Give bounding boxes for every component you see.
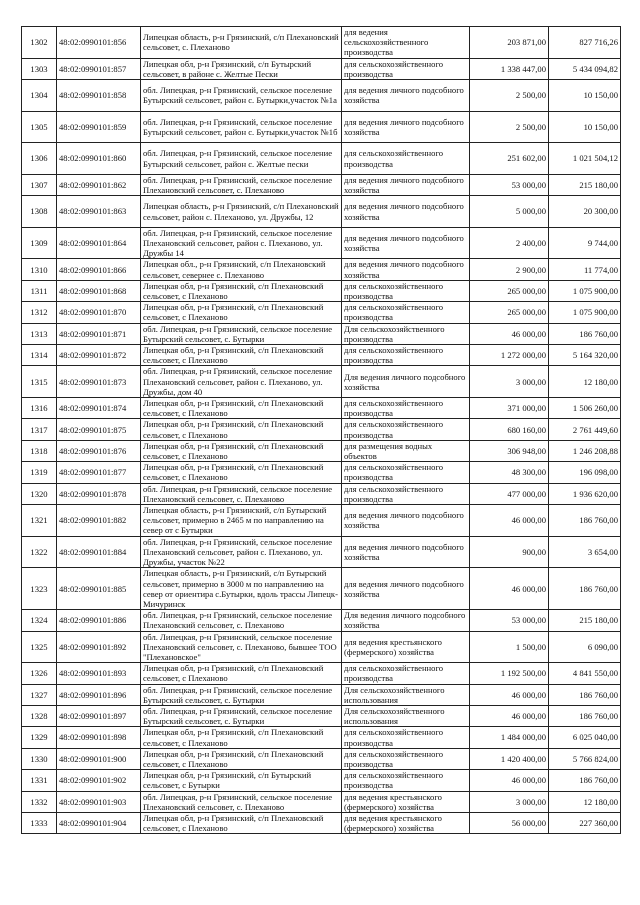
permitted-use-cell: для сельскохозяйственного производства: [342, 345, 470, 366]
cadastral-value-cell: 186 760,00: [549, 770, 621, 791]
cadastral-number-cell: 48:02:0990101:872: [57, 345, 141, 366]
address-cell: Липецкая обл, р-н Грязинский, с/п Плехановский сельсовет, с Плеханово: [141, 462, 342, 483]
permitted-use-cell: для ведения личного подсобного хозяйства: [342, 111, 470, 143]
row-number-cell: 1313: [22, 323, 57, 344]
area-cell: 265 000,00: [470, 302, 549, 323]
row-number-cell: 1302: [22, 27, 57, 59]
cadastral-value-cell: 11 774,00: [549, 259, 621, 280]
row-number-cell: 1322: [22, 536, 57, 568]
table-row: [22, 398, 621, 419]
table-row: [22, 227, 621, 259]
permitted-use-cell: Для сельскохозяйственного использования: [342, 705, 470, 726]
table-row: [22, 419, 621, 440]
row-number-cell: 1312: [22, 302, 57, 323]
area-cell: 46 000,00: [470, 705, 549, 726]
row-number-cell: 1316: [22, 398, 57, 419]
permitted-use-cell: для ведения личного подсобного хозяйства: [342, 259, 470, 280]
cadastral-value-cell: 827 716,26: [549, 27, 621, 59]
row-number-cell: 1305: [22, 111, 57, 143]
cadastral-value-cell: 9 744,00: [549, 227, 621, 259]
row-number-cell: 1311: [22, 280, 57, 301]
cadastral-value-cell: 186 760,00: [549, 684, 621, 705]
document-page: [21, 26, 620, 834]
cadastral-value-cell: 5 164 320,00: [549, 345, 621, 366]
table-row: [22, 80, 621, 112]
area-cell: 1 272 000,00: [470, 345, 549, 366]
address-cell: Липецкая обл, р-н Грязинский, с/п Плехановский сельсовет, с Плеханово: [141, 280, 342, 301]
area-cell: 53 000,00: [470, 174, 549, 195]
table-row: [22, 610, 621, 631]
cadastral-number-cell: 48:02:0990101:896: [57, 684, 141, 705]
table-row: [22, 727, 621, 748]
table-row: [22, 440, 621, 461]
area-cell: 680 160,00: [470, 419, 549, 440]
row-number-cell: 1308: [22, 196, 57, 228]
row-number-cell: 1328: [22, 705, 57, 726]
cadastral-number-cell: 48:02:0990101:875: [57, 419, 141, 440]
cadastral-number-cell: 48:02:0990101:900: [57, 748, 141, 769]
table-row: [22, 302, 621, 323]
area-cell: 371 000,00: [470, 398, 549, 419]
permitted-use-cell: Для сельскохозяйственного производства: [342, 323, 470, 344]
row-number-cell: 1329: [22, 727, 57, 748]
cadastral-number-cell: 48:02:0990101:886: [57, 610, 141, 631]
area-cell: 900,00: [470, 536, 549, 568]
row-number-cell: 1310: [22, 259, 57, 280]
table-row: [22, 366, 621, 398]
cadastral-number-cell: 48:02:0990101:862: [57, 174, 141, 195]
permitted-use-cell: для ведения личного подсобного хозяйства: [342, 196, 470, 228]
cadastral-number-cell: 48:02:0990101:866: [57, 259, 141, 280]
table-row: [22, 505, 621, 537]
cadastral-value-cell: 5 434 094,82: [549, 58, 621, 79]
permitted-use-cell: для сельскохозяйственного производства: [342, 398, 470, 419]
cadastral-number-cell: 48:02:0990101:877: [57, 462, 141, 483]
address-cell: Липецкая область, р-н Грязинский, с/п Плехановский сельсовет, район с. Плеханово, ул. Дружбы, 12: [141, 196, 342, 228]
table-row: [22, 631, 621, 663]
permitted-use-cell: для сельскохозяйственного производства: [342, 58, 470, 79]
table-row: [22, 791, 621, 812]
cadastral-number-cell: 48:02:0990101:874: [57, 398, 141, 419]
row-number-cell: 1331: [22, 770, 57, 791]
row-number-cell: 1319: [22, 462, 57, 483]
cadastral-value-cell: 10 150,00: [549, 80, 621, 112]
table-row: [22, 483, 621, 504]
address-cell: Липецкая обл, р-н Грязинский, с/п Плехановский сельсовет, с Плеханово: [141, 440, 342, 461]
cadastral-value-cell: 186 760,00: [549, 323, 621, 344]
cadastral-number-cell: 48:02:0990101:870: [57, 302, 141, 323]
table-row: [22, 568, 621, 610]
cadastral-value-cell: 1 075 900,00: [549, 302, 621, 323]
table-row: [22, 196, 621, 228]
row-number-cell: 1324: [22, 610, 57, 631]
table-row: [22, 280, 621, 301]
area-cell: 1 338 447,00: [470, 58, 549, 79]
cadastral-number-cell: 48:02:0990101:885: [57, 568, 141, 610]
cadastral-value-cell: 10 150,00: [549, 111, 621, 143]
table-row: [22, 462, 621, 483]
row-number-cell: 1318: [22, 440, 57, 461]
area-cell: 46 000,00: [470, 323, 549, 344]
row-number-cell: 1326: [22, 663, 57, 684]
address-cell: Липецкая обл, р-н Грязинский, с/п Плехановский сельсовет, с Плеханово: [141, 812, 342, 833]
area-cell: 251 602,00: [470, 143, 549, 175]
row-number-cell: 1321: [22, 505, 57, 537]
permitted-use-cell: для ведения крестьянского (фермерского) хозяйства: [342, 631, 470, 663]
land-plot-registry-table: [21, 26, 621, 834]
permitted-use-cell: для ведения личного подсобного хозяйства: [342, 174, 470, 195]
cadastral-number-cell: 48:02:0990101:856: [57, 27, 141, 59]
address-cell: Липецкая область, р-н Грязинский, с/п Бутырский сельсовет, примерно в 3000 м по направлению на север от ориентира с.Бутырки, вдоль трассы Липецк-Мичуринск: [141, 568, 342, 610]
cadastral-value-cell: 2 761 449,60: [549, 419, 621, 440]
address-cell: обл. Липецкая, р-н Грязинский, сельское поселение Плехановский сельсовет, район с. Плеханово, ул. Дружбы, участок №22: [141, 536, 342, 568]
row-number-cell: 1323: [22, 568, 57, 610]
cadastral-value-cell: 186 760,00: [549, 705, 621, 726]
permitted-use-cell: для ведения личного подсобного хозяйства: [342, 227, 470, 259]
table-row: [22, 345, 621, 366]
area-cell: 1 420 400,00: [470, 748, 549, 769]
cadastral-value-cell: 1 075 900,00: [549, 280, 621, 301]
permitted-use-cell: для сельскохозяйственного производства: [342, 483, 470, 504]
permitted-use-cell: для ведения крестьянского (фермерского) хозяйства: [342, 812, 470, 833]
cadastral-value-cell: 196 098,00: [549, 462, 621, 483]
cadastral-value-cell: 215 180,00: [549, 174, 621, 195]
cadastral-value-cell: 1 021 504,12: [549, 143, 621, 175]
cadastral-value-cell: 227 360,00: [549, 812, 621, 833]
table-row: [22, 259, 621, 280]
row-number-cell: 1325: [22, 631, 57, 663]
address-cell: обл. Липецкая, р-н Грязинский, сельское поселение Плехановский сельсовет, район с. Плеханово, ул. Дружбы 14: [141, 227, 342, 259]
cadastral-number-cell: 48:02:0990101:903: [57, 791, 141, 812]
address-cell: Липецкая обл, р-н Грязинский, с/п Плехановский сельсовет, с Плеханово: [141, 748, 342, 769]
area-cell: 1 192 500,00: [470, 663, 549, 684]
area-cell: 56 000,00: [470, 812, 549, 833]
row-number-cell: 1306: [22, 143, 57, 175]
row-number-cell: 1332: [22, 791, 57, 812]
row-number-cell: 1317: [22, 419, 57, 440]
area-cell: 46 000,00: [470, 505, 549, 537]
table-row: [22, 684, 621, 705]
cadastral-number-cell: 48:02:0990101:871: [57, 323, 141, 344]
cadastral-value-cell: 1 936 620,00: [549, 483, 621, 504]
permitted-use-cell: для сельскохозяйственного производства: [342, 770, 470, 791]
cadastral-value-cell: 215 180,00: [549, 610, 621, 631]
address-cell: Липецкая обл, р-н Грязинский, с/п Плехановский сельсовет, с Плеханово: [141, 302, 342, 323]
address-cell: обл. Липецкая, р-н Грязинский, сельское поселение Бутырский сельсовет, с. Бутырки: [141, 684, 342, 705]
permitted-use-cell: Для ведения личного подсобного хозяйства: [342, 366, 470, 398]
area-cell: 2 500,00: [470, 111, 549, 143]
table-row: [22, 770, 621, 791]
address-cell: обл. Липецкая, р-н Грязинский, сельское поселение Бутырский сельсовет, район с. Бутырки,участок №1б: [141, 111, 342, 143]
permitted-use-cell: Для сельскохозяйственного использования: [342, 684, 470, 705]
table-row: [22, 812, 621, 833]
table-row: [22, 663, 621, 684]
table-row: [22, 323, 621, 344]
cadastral-number-cell: 48:02:0990101:859: [57, 111, 141, 143]
address-cell: Липецкая область, р-н Грязинский, с/п Бутырский сельсовет, примерно в 2465 м по направлению на север от с Бутырки: [141, 505, 342, 537]
address-cell: Липецкая обл, р-н Грязинский, с/п Плехановский сельсовет, с Плеханово: [141, 345, 342, 366]
cadastral-number-cell: 48:02:0990101:868: [57, 280, 141, 301]
address-cell: обл. Липецкая, р-н Грязинский, сельское поселение Плехановский сельсовет, с. Плеханово: [141, 174, 342, 195]
address-cell: обл. Липецкая, р-н Грязинский, сельское поселение Плехановский сельсовет, с. Плеханово: [141, 483, 342, 504]
cadastral-number-cell: 48:02:0990101:873: [57, 366, 141, 398]
cadastral-number-cell: 48:02:0990101:902: [57, 770, 141, 791]
permitted-use-cell: для ведения личного подсобного хозяйства: [342, 80, 470, 112]
area-cell: 46 000,00: [470, 568, 549, 610]
permitted-use-cell: для ведения личного подсобного хозяйства: [342, 505, 470, 537]
cadastral-value-cell: 6 090,00: [549, 631, 621, 663]
row-number-cell: 1315: [22, 366, 57, 398]
address-cell: Липецкая обл, р-н Грязинский, с/п Бутырский сельсовет, в районе с. Желтые Пески: [141, 58, 342, 79]
permitted-use-cell: для сельскохозяйственного производства: [342, 143, 470, 175]
row-number-cell: 1327: [22, 684, 57, 705]
permitted-use-cell: для ведения крестьянского (фермерского) хозяйства: [342, 791, 470, 812]
address-cell: Липецкая обл., р-н Грязинский, с/п Плехановский сельсовет, севернее с. Плеханово: [141, 259, 342, 280]
area-cell: 265 000,00: [470, 280, 549, 301]
cadastral-value-cell: 6 025 040,00: [549, 727, 621, 748]
area-cell: 3 000,00: [470, 366, 549, 398]
area-cell: 46 000,00: [470, 684, 549, 705]
cadastral-number-cell: 48:02:0990101:898: [57, 727, 141, 748]
permitted-use-cell: для сельскохозяйственного производства: [342, 280, 470, 301]
address-cell: обл. Липецкая, р-н Грязинский, сельское поселение Бутырский сельсовет, район с. Бутырки,участок №1а: [141, 80, 342, 112]
cadastral-value-cell: 186 760,00: [549, 505, 621, 537]
cadastral-value-cell: 12 180,00: [549, 366, 621, 398]
address-cell: обл. Липецкая, р-н Грязинский, сельское поселение Плехановский сельсовет, с. Плеханово, бывшее ТОО "Плехановское": [141, 631, 342, 663]
area-cell: 203 871,00: [470, 27, 549, 59]
row-number-cell: 1330: [22, 748, 57, 769]
permitted-use-cell: для сельскохозяйственного производства: [342, 748, 470, 769]
permitted-use-cell: для сельскохозяйственного производства: [342, 419, 470, 440]
address-cell: обл. Липецкая, р-н Грязинский, сельское поселение Бутырский сельсовет, район с. Желтые пески: [141, 143, 342, 175]
area-cell: 2 900,00: [470, 259, 549, 280]
address-cell: Липецкая обл, р-н Грязинский, с/п Плехановский сельсовет, с Плеханово: [141, 727, 342, 748]
cadastral-value-cell: 3 654,00: [549, 536, 621, 568]
row-number-cell: 1309: [22, 227, 57, 259]
cadastral-number-cell: 48:02:0990101:863: [57, 196, 141, 228]
cadastral-number-cell: 48:02:0990101:892: [57, 631, 141, 663]
address-cell: Липецкая обл, р-н Грязинский, с/п Бутырский сельсовет, с Бутырки: [141, 770, 342, 791]
permitted-use-cell: для сельскохозяйственного производства: [342, 302, 470, 323]
cadastral-value-cell: 12 180,00: [549, 791, 621, 812]
address-cell: Липецкая обл, р-н Грязинский, с/п Плехановский сельсовет, с Плеханово: [141, 398, 342, 419]
area-cell: 2 400,00: [470, 227, 549, 259]
table-row: [22, 111, 621, 143]
area-cell: 2 500,00: [470, 80, 549, 112]
cadastral-number-cell: 48:02:0990101:904: [57, 812, 141, 833]
address-cell: обл. Липецкая, р-н Грязинский, сельское поселение Бутырский сельсовет, с. Бутырки: [141, 705, 342, 726]
address-cell: обл. Липецкая, р-н Грязинский, сельское поселение Бутырский сельсовет, с. Бутырки: [141, 323, 342, 344]
cadastral-number-cell: 48:02:0990101:860: [57, 143, 141, 175]
area-cell: 48 300,00: [470, 462, 549, 483]
table-row: [22, 705, 621, 726]
permitted-use-cell: для сельскохозяйственного производства: [342, 727, 470, 748]
registry-table-body: [22, 27, 621, 834]
table-row: [22, 143, 621, 175]
row-number-cell: 1307: [22, 174, 57, 195]
row-number-cell: 1304: [22, 80, 57, 112]
table-row: [22, 748, 621, 769]
cadastral-value-cell: 186 760,00: [549, 568, 621, 610]
area-cell: 3 000,00: [470, 791, 549, 812]
address-cell: Липецкая область, р-н Грязинский, с/п Плехановский сельсовет, с. Плеханово: [141, 27, 342, 59]
permitted-use-cell: для ведения личного подсобного хозяйства: [342, 536, 470, 568]
cadastral-value-cell: 20 300,00: [549, 196, 621, 228]
permitted-use-cell: для ведения личного подсобного хозяйства: [342, 568, 470, 610]
area-cell: 1 500,00: [470, 631, 549, 663]
cadastral-number-cell: 48:02:0990101:876: [57, 440, 141, 461]
cadastral-number-cell: 48:02:0990101:858: [57, 80, 141, 112]
table-row: [22, 536, 621, 568]
table-row: [22, 27, 621, 59]
address-cell: Липецкая обл, р-н Грязинский, с/п Плехановский сельсовет, с Плеханово: [141, 663, 342, 684]
area-cell: 53 000,00: [470, 610, 549, 631]
cadastral-number-cell: 48:02:0990101:864: [57, 227, 141, 259]
table-row: [22, 58, 621, 79]
area-cell: 46 000,00: [470, 770, 549, 791]
area-cell: 1 484 000,00: [470, 727, 549, 748]
cadastral-number-cell: 48:02:0990101:878: [57, 483, 141, 504]
table-row: [22, 174, 621, 195]
address-cell: обл. Липецкая, р-н Грязинский, сельское поселение Плехановский сельсовет, с. Плеханово: [141, 610, 342, 631]
row-number-cell: 1314: [22, 345, 57, 366]
cadastral-number-cell: 48:02:0990101:857: [57, 58, 141, 79]
area-cell: 477 000,00: [470, 483, 549, 504]
cadastral-number-cell: 48:02:0990101:882: [57, 505, 141, 537]
permitted-use-cell: для сельскохозяйственного производства: [342, 462, 470, 483]
address-cell: обл. Липецкая, р-н Грязинский, сельское поселение Плехановский сельсовет, с. Плеханово: [141, 791, 342, 812]
cadastral-value-cell: 1 246 208,88: [549, 440, 621, 461]
area-cell: 5 000,00: [470, 196, 549, 228]
permitted-use-cell: для сельскохозяйственного производства: [342, 663, 470, 684]
address-cell: Липецкая обл, р-н Грязинский, с/п Плехановский сельсовет, с Плеханово: [141, 419, 342, 440]
permitted-use-cell: Для ведения личного подсобного хозяйства: [342, 610, 470, 631]
cadastral-number-cell: 48:02:0990101:897: [57, 705, 141, 726]
row-number-cell: 1320: [22, 483, 57, 504]
cadastral-value-cell: 1 506 260,00: [549, 398, 621, 419]
cadastral-value-cell: 5 766 824,00: [549, 748, 621, 769]
permitted-use-cell: для размещения водных объектов: [342, 440, 470, 461]
row-number-cell: 1333: [22, 812, 57, 833]
cadastral-number-cell: 48:02:0990101:893: [57, 663, 141, 684]
address-cell: обл. Липецкая, р-н Грязинский, сельское поселение Плехановский сельсовет, район с. Плеханово, ул. Дружбы, дом 40: [141, 366, 342, 398]
permitted-use-cell: для ведения сельскохозяйственного производства: [342, 27, 470, 59]
cadastral-number-cell: 48:02:0990101:884: [57, 536, 141, 568]
area-cell: 306 948,00: [470, 440, 549, 461]
cadastral-value-cell: 4 841 550,00: [549, 663, 621, 684]
row-number-cell: 1303: [22, 58, 57, 79]
